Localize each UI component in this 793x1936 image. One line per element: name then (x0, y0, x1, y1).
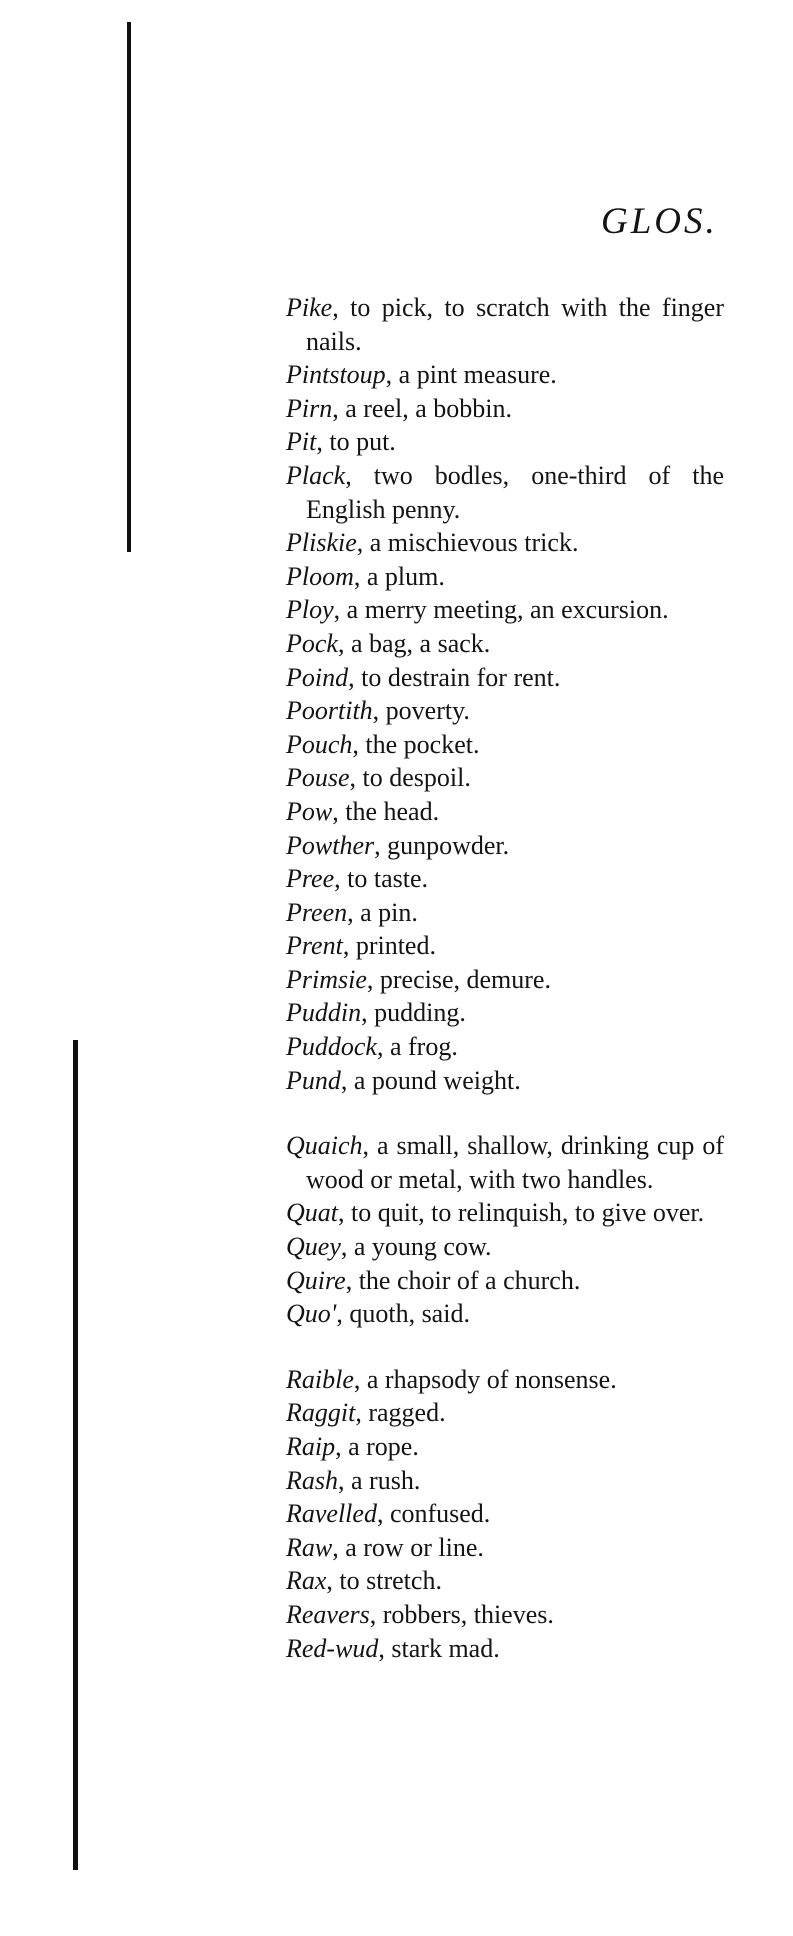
glossary-section-p (286, 291, 724, 1097)
glossary-definition: the head. (345, 796, 440, 826)
glossary-term: Primsie (286, 964, 367, 994)
glossary-entry (286, 1064, 724, 1098)
glossary-term: Quo' (286, 1299, 337, 1329)
glossary-term: Ploom (286, 561, 354, 591)
glossary-definition: gunpowder. (387, 830, 510, 860)
glossary-entry (286, 1230, 724, 1264)
term-separator: , (342, 931, 356, 961)
term-separator: , (376, 1499, 390, 1529)
glossary-column (286, 291, 724, 1665)
term-separator: , (353, 561, 367, 591)
glossary-entry (286, 560, 724, 594)
term-separator: , (345, 460, 374, 490)
glossary-definition: robbers, thieves. (382, 1599, 554, 1629)
term-separator: , (374, 830, 388, 860)
glossary-entry (286, 1464, 724, 1498)
page-gutter-line-bottom (73, 1040, 78, 1870)
glossary-entry (286, 1196, 724, 1230)
term-separator: , (378, 1633, 392, 1663)
glossary-term: Raggit (286, 1398, 356, 1428)
term-separator: , (340, 1232, 354, 1262)
glossary-entry (286, 1297, 724, 1331)
glossary-entry (286, 1030, 724, 1064)
term-separator: , (349, 763, 363, 793)
glossary-term: Poind (286, 662, 349, 692)
glossary-term: Pirn (286, 393, 333, 423)
term-separator: , (347, 897, 361, 927)
glossary-entry (286, 761, 724, 795)
running-header: GLOS. (601, 201, 718, 242)
glossary-definition: printed. (355, 931, 436, 961)
glossary-term: Quat (286, 1198, 338, 1228)
glossary-term: Powther (286, 830, 375, 860)
glossary-definition: a reel, a bobbin. (345, 393, 512, 423)
term-separator: , (361, 998, 375, 1028)
glossary-entry (286, 862, 724, 896)
glossary-entry (286, 358, 724, 392)
glossary-section-r (286, 1363, 724, 1665)
glossary-definition: a pint measure. (398, 360, 557, 390)
glossary-entry (286, 1497, 724, 1531)
glossary-definition: pudding. (374, 998, 466, 1028)
glossary-definition: a rush. (351, 1465, 421, 1495)
glossary-term: Rash (286, 1465, 338, 1495)
glossary-term: Red-wud (286, 1633, 379, 1663)
glossary-term: Reavers (286, 1599, 370, 1629)
glossary-term: Quire (286, 1265, 346, 1295)
glossary-term: Puddock (286, 1032, 377, 1062)
glossary-term: Quaich (286, 1131, 363, 1161)
glossary-term: Pock (286, 628, 338, 658)
glossary-entry (286, 963, 724, 997)
glossary-term: Pouse (286, 763, 350, 793)
glossary-term: Pund (286, 1065, 341, 1095)
term-separator: , (326, 1566, 340, 1596)
glossary-definition: a young cow. (353, 1232, 492, 1262)
glossary-entry (286, 1564, 724, 1598)
term-separator: , (332, 796, 346, 826)
term-separator: , (332, 293, 351, 322)
glossary-entry (286, 1363, 724, 1397)
glossary-entry (286, 1531, 724, 1565)
term-separator: , (385, 360, 399, 390)
glossary-term: Ploy (286, 595, 334, 625)
term-separator: , (372, 696, 386, 726)
glossary-entry (286, 829, 724, 863)
term-separator: , (335, 1432, 349, 1461)
glossary-definition: quoth, said. (349, 1299, 470, 1329)
glossary-term: Pouch (286, 729, 353, 759)
term-separator: , (348, 662, 362, 692)
glossary-term: Pree (286, 864, 335, 894)
glossary-entry (286, 291, 724, 358)
glossary-definition: to despoil. (362, 763, 471, 793)
glossary-entry (286, 661, 724, 695)
glossary-term: Rax (286, 1566, 327, 1596)
glossary-entry (286, 929, 724, 963)
term-separator: , (366, 964, 380, 994)
glossary-term: Raip (286, 1432, 336, 1461)
glossary-entry (286, 1129, 724, 1196)
glossary-definition: a pin. (360, 897, 418, 927)
term-separator: , (356, 528, 370, 558)
glossary-entry (286, 795, 724, 829)
term-separator: , (376, 1032, 390, 1062)
glossary-entry (286, 996, 724, 1030)
glossary-entry (286, 1598, 724, 1632)
glossary-term: Pike (286, 293, 333, 322)
glossary-definition: to pick, to scratch with the finger nails. (306, 293, 724, 356)
glossary-definition: two bodles, one-third of the English penny. (306, 460, 725, 524)
glossary-term: Ravelled (286, 1499, 377, 1529)
glossary-definition: a small, shallow, drinking cup of wood or metal, with two handles. (306, 1131, 724, 1194)
glossary-entry (286, 1396, 724, 1430)
glossary-definition: the pocket. (365, 729, 480, 759)
glossary-entry (286, 526, 724, 560)
glossary-section-q (286, 1129, 724, 1331)
glossary-definition: confused. (389, 1499, 491, 1529)
glossary-definition: a bag, a sack. (350, 628, 491, 658)
glossary-term: Plack (286, 460, 346, 490)
term-separator: , (345, 1265, 359, 1295)
glossary-definition: a plum. (366, 561, 445, 591)
glossary-definition: to destrain for rent. (361, 662, 561, 692)
glossary-definition: stark mad. (391, 1633, 500, 1663)
glossary-term: Pintstoup (286, 360, 386, 390)
glossary-entry (286, 459, 724, 526)
term-separator: , (340, 1065, 354, 1095)
glossary-definition: ragged. (368, 1398, 446, 1428)
glossary-definition: a rhapsody of nonsense. (366, 1364, 617, 1394)
glossary-entry (286, 728, 724, 762)
glossary-entry (286, 694, 724, 728)
term-separator: , (338, 1198, 351, 1228)
glossary-definition: a rope. (348, 1432, 419, 1461)
term-separator: , (352, 729, 366, 759)
glossary-definition: to taste. (347, 864, 428, 894)
glossary-entry (286, 896, 724, 930)
glossary-definition: poverty. (385, 696, 470, 726)
glossary-entry (286, 1264, 724, 1298)
glossary-entry (286, 425, 724, 459)
term-separator: , (355, 1398, 369, 1428)
glossary-term: Prent (286, 931, 343, 961)
glossary-definition: to stretch. (339, 1566, 442, 1596)
glossary-term: Preen (286, 897, 348, 927)
glossary-entry (286, 392, 724, 426)
glossary-definition: a row or line. (345, 1532, 484, 1562)
term-separator: , (337, 628, 351, 658)
glossary-definition: to put. (329, 427, 396, 457)
glossary-definition: the choir of a church. (358, 1265, 581, 1295)
glossary-entry (286, 1430, 724, 1464)
glossary-entry (286, 1632, 724, 1666)
term-separator: , (333, 595, 347, 625)
glossary-term: Pit (286, 427, 317, 457)
term-separator: , (332, 393, 346, 423)
term-separator: , (353, 1364, 367, 1394)
glossary-term: Raible (286, 1364, 354, 1394)
glossary-term: Pow (286, 796, 333, 826)
term-separator: , (336, 1299, 350, 1329)
glossary-definition: a mischievous trick. (369, 528, 579, 558)
glossary-term: Puddin (286, 998, 362, 1028)
term-separator: , (362, 1131, 377, 1161)
glossary-definition: a merry meeting, an excursion. (346, 595, 669, 625)
glossary-entry (286, 593, 724, 627)
glossary-term: Poortith (286, 696, 373, 726)
glossary-definition: precise, demure. (379, 964, 551, 994)
glossary-entry (286, 627, 724, 661)
term-separator: , (338, 1465, 351, 1495)
term-separator: , (369, 1599, 383, 1629)
term-separator: , (334, 864, 348, 894)
term-separator: , (316, 427, 330, 457)
glossary-term: Quey (286, 1232, 341, 1262)
term-separator: , (332, 1532, 346, 1562)
glossary-definition: to quit, to relinquish, to give over. (351, 1198, 705, 1228)
glossary-definition: a pound weight. (353, 1065, 521, 1095)
glossary-definition: a frog. (389, 1032, 458, 1062)
page-gutter-line-top (127, 22, 131, 552)
glossary-term: Raw (286, 1532, 333, 1562)
glossary-term: Pliskie (286, 528, 357, 558)
